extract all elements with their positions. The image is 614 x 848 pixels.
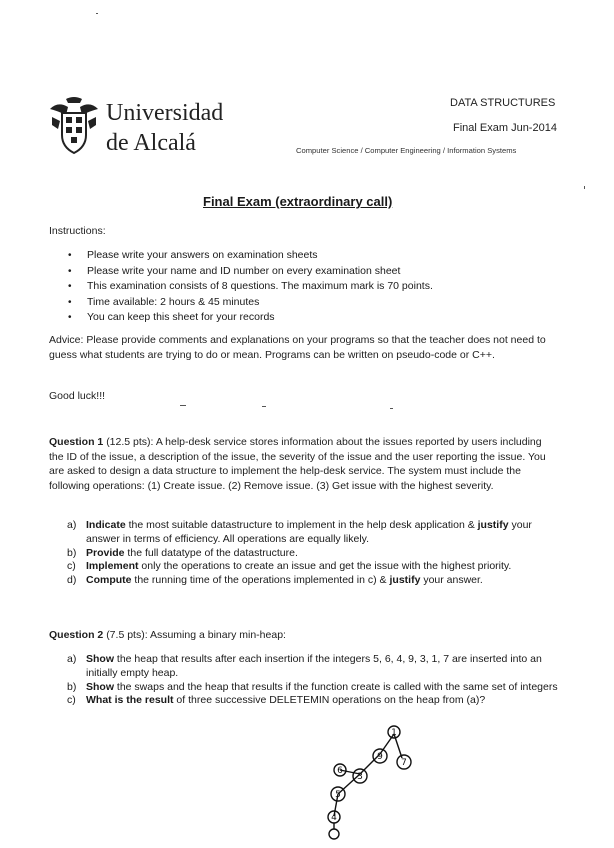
part-text: the most suitable datastructure to implement in the help desk application &	[125, 519, 478, 531]
question-2-text	[49, 628, 554, 643]
scan-speck	[180, 405, 186, 406]
part-verb: Implement	[86, 560, 139, 573]
part-verb: Indicate	[86, 519, 126, 531]
sketch-node-label: 6	[337, 766, 343, 776]
part-verb: Show	[86, 680, 114, 693]
advice-paragraph: Advice: Please provide comments and explanations on your programs so that the teacher does not need to guess what students are trying to do or mean. Programs can be written on pseudo-code or C++.	[49, 334, 546, 361]
part-marker: b)	[67, 680, 77, 693]
part-marker: b)	[67, 546, 77, 559]
part-verb-2: justify	[389, 574, 421, 587]
question-2-label: Question 2	[49, 629, 104, 641]
course-name: DATA STRUCTURES	[450, 97, 556, 109]
scan-speck	[390, 408, 393, 409]
part-verb: Show	[86, 653, 114, 665]
question-1-points: (12.5 pts):	[106, 436, 154, 448]
university-logo	[48, 95, 100, 157]
list-item	[48, 547, 568, 561]
instructions-heading: Instructions:	[49, 225, 106, 237]
sketch-node-label: 5	[335, 790, 341, 800]
degree-programs: Computer Science / Computer Engineering / Information Systems	[296, 146, 517, 155]
question-1-parts	[48, 519, 568, 588]
part-text-2: your answer.	[420, 574, 483, 587]
university-name-line2: de Alcalá	[106, 130, 196, 156]
part-marker: d)	[67, 574, 77, 587]
part-marker: a)	[67, 653, 77, 665]
part-text: the running time of the operations implemented in c) &	[131, 574, 390, 587]
part-marker: c)	[67, 694, 76, 707]
sketch-node-label: 7	[401, 758, 407, 768]
list-item	[48, 681, 568, 695]
list-item	[48, 574, 568, 588]
list-item: • This examination consists of 8 questions. The maximum mark is 70 points.	[50, 279, 570, 295]
sketch-node-label: 1	[391, 728, 397, 738]
part-text: the heap that results after each insertion if the integers 5, 6, 4, 9, 3, 1, 7 are inserted into an initially empty heap.	[86, 653, 542, 679]
sketch-node-label: 9	[377, 752, 383, 762]
question-1-label: Question 1	[49, 436, 104, 448]
crest-icon	[48, 95, 100, 157]
part-verb: What is the result	[86, 694, 174, 707]
list-item: • Please write your answers on examination sheets	[50, 248, 570, 264]
question-2-body: Assuming a binary min-heap:	[149, 629, 286, 641]
part-text: the full datatype of the datastructure.	[124, 546, 298, 559]
question-2-parts	[48, 653, 568, 708]
list-item: • You can keep this sheet for your records	[50, 310, 570, 326]
question-1-text	[49, 435, 554, 493]
list-item: • Please write your name and ID number on every examination sheet	[50, 264, 570, 280]
part-text: only the operations to create an issue and get the issue with the highest priority.	[138, 560, 512, 573]
handwritten-heap-sketch	[318, 724, 428, 844]
instructions-list	[50, 248, 570, 326]
question-2-points: (7.5 pts):	[106, 629, 148, 641]
part-verb-2: justify	[477, 519, 509, 531]
scan-speck	[96, 13, 98, 14]
part-verb: Provide	[86, 546, 125, 559]
part-marker: c)	[67, 560, 76, 573]
part-text-2: your answer in terms of efficiency. All operations are equally likely.	[86, 519, 532, 545]
list-item	[48, 694, 568, 708]
good-luck: Good luck!!!	[49, 390, 106, 402]
list-item: • Time available: 2 hours & 45 minutes	[50, 295, 570, 311]
sketch-node	[329, 829, 339, 839]
question-1-body: A help-desk service stores information about the issues reported by users including the ID of the issue, a description of the issue, the severity of the issue and the user reporting the issue. You are asked to design a data structure to implement the help-desk service. The system must include the following operations: (1) Create issue. (2) Remove issue. (3) Get issue with the highest severity.	[49, 436, 546, 492]
part-text: the swaps and the heap that results if the function create is called with the same set of integers	[114, 680, 558, 693]
sketch-node-label: 4	[331, 813, 337, 823]
list-item	[48, 519, 568, 547]
part-verb: Compute	[86, 574, 132, 587]
page-title: Final Exam (extraordinary call)	[203, 194, 393, 209]
sketch-node-label: 3	[357, 772, 363, 782]
scan-speck	[584, 186, 585, 189]
list-item	[48, 653, 568, 681]
list-item	[48, 560, 568, 574]
part-text: of three successive DELETEMIN operations on the heap from (a)?	[173, 694, 486, 707]
university-name-line1: Universidad	[106, 100, 224, 126]
scan-speck	[262, 406, 266, 407]
part-marker: a)	[67, 519, 77, 531]
exam-date: Final Exam Jun-2014	[453, 122, 557, 134]
